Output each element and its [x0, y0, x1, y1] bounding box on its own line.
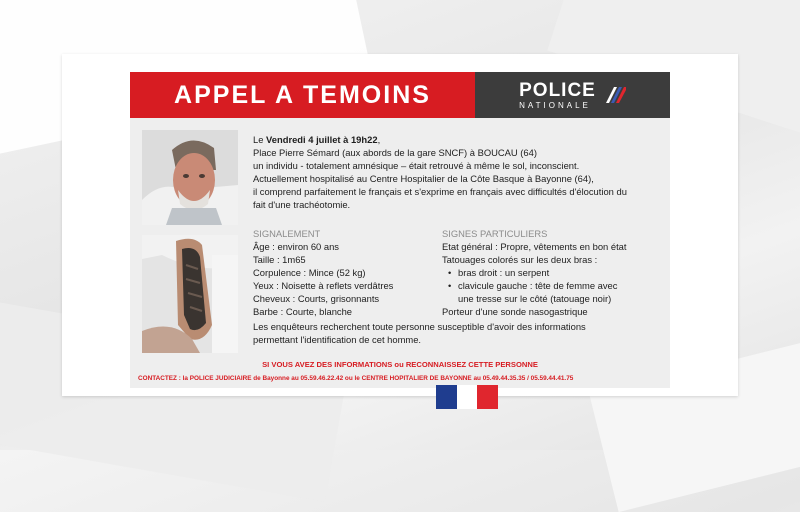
- police-nationale-logo: [475, 72, 670, 118]
- incident-date: Vendredi 4 juillet à 19h22: [266, 134, 378, 145]
- poster-sheet: [130, 72, 670, 388]
- signalement-item: Âge : environ 60 ans: [253, 241, 339, 252]
- signalement-item: Taille : 1m65: [253, 254, 306, 265]
- tattooed-arm-photo: [142, 235, 238, 353]
- incident-description: Le Vendredi 4 juillet à 19h22, Place Pierre Sémard (aux abords de la gare SNCF) à BOUCAU (64) un individu - totalement amnésique – était retrouvé à même le sol, inconscient. Actuellement hospitalisé au Centre Hospitalier de la Côte Basque à Bayonne (64), il comprend parfaitement le français et s'exprime en français avec difficultés d'élocution du fait d'une trachéotomie.: [253, 133, 665, 211]
- republique-francaise-logo: [436, 385, 498, 409]
- investigation-note: Les enquêteurs recherchent toute personne susceptible d'avoir des informations permettant l'identification de cet homme.: [253, 321, 586, 345]
- logo-police-text: POLICE: [519, 79, 596, 101]
- signalement-item: Yeux : Noisette à reflets verdâtres: [253, 280, 394, 291]
- tricolor-flame-icon: [604, 84, 626, 106]
- tattoo-bullet-continued: une tresse sur le côté (tatouage noir): [458, 293, 612, 304]
- contact-info: CONTACTEZ : la POLICE JUDICIAIRE de Bayonne au 05.59.46.22.42 ou le CENTRE HOPITALIER DE BAYONNE au 05.49.44.35.35 / 05.59.44.41.75: [138, 375, 574, 382]
- tattoo-bullet: • clavicule gauche : tête de femme avec: [442, 279, 667, 292]
- signalement-title: SIGNALEMENT: [253, 228, 321, 239]
- tattoo-bullet: • bras droit : un serpent: [442, 266, 667, 279]
- witness-appeal-poster: [62, 54, 738, 396]
- sonde-note: Porteur d'une sonde nasogastrique: [442, 306, 588, 317]
- man-face-photo: [142, 130, 238, 225]
- signes-particuliers-section: [442, 227, 667, 318]
- tatouages-heading: Tatouages colorés sur les deux bras :: [442, 254, 598, 265]
- logo-nationale-text: NATIONALE: [519, 100, 591, 110]
- incident-location: Place Pierre Sémard (aux abords de la gare SNCF) à BOUCAU (64): [253, 147, 537, 158]
- signalement-item: Corpulence : Mince (52 kg): [253, 267, 366, 278]
- signalement-section: [253, 227, 433, 318]
- signalement-item: Cheveux : Courts, grisonnants: [253, 293, 380, 304]
- etat-general: Etat général : Propre, vêtements en bon état: [442, 241, 627, 252]
- signalement-item: Barbe : Courte, blanche: [253, 306, 353, 317]
- poster-banner: [130, 72, 670, 118]
- poster-title: APPEL A TEMOINS: [130, 72, 475, 118]
- call-to-action: SI VOUS AVEZ DES INFORMATIONS ou RECONNAISSEZ CETTE PERSONNE: [262, 360, 538, 369]
- signes-particuliers-title: SIGNES PARTICULIERS: [442, 228, 548, 239]
